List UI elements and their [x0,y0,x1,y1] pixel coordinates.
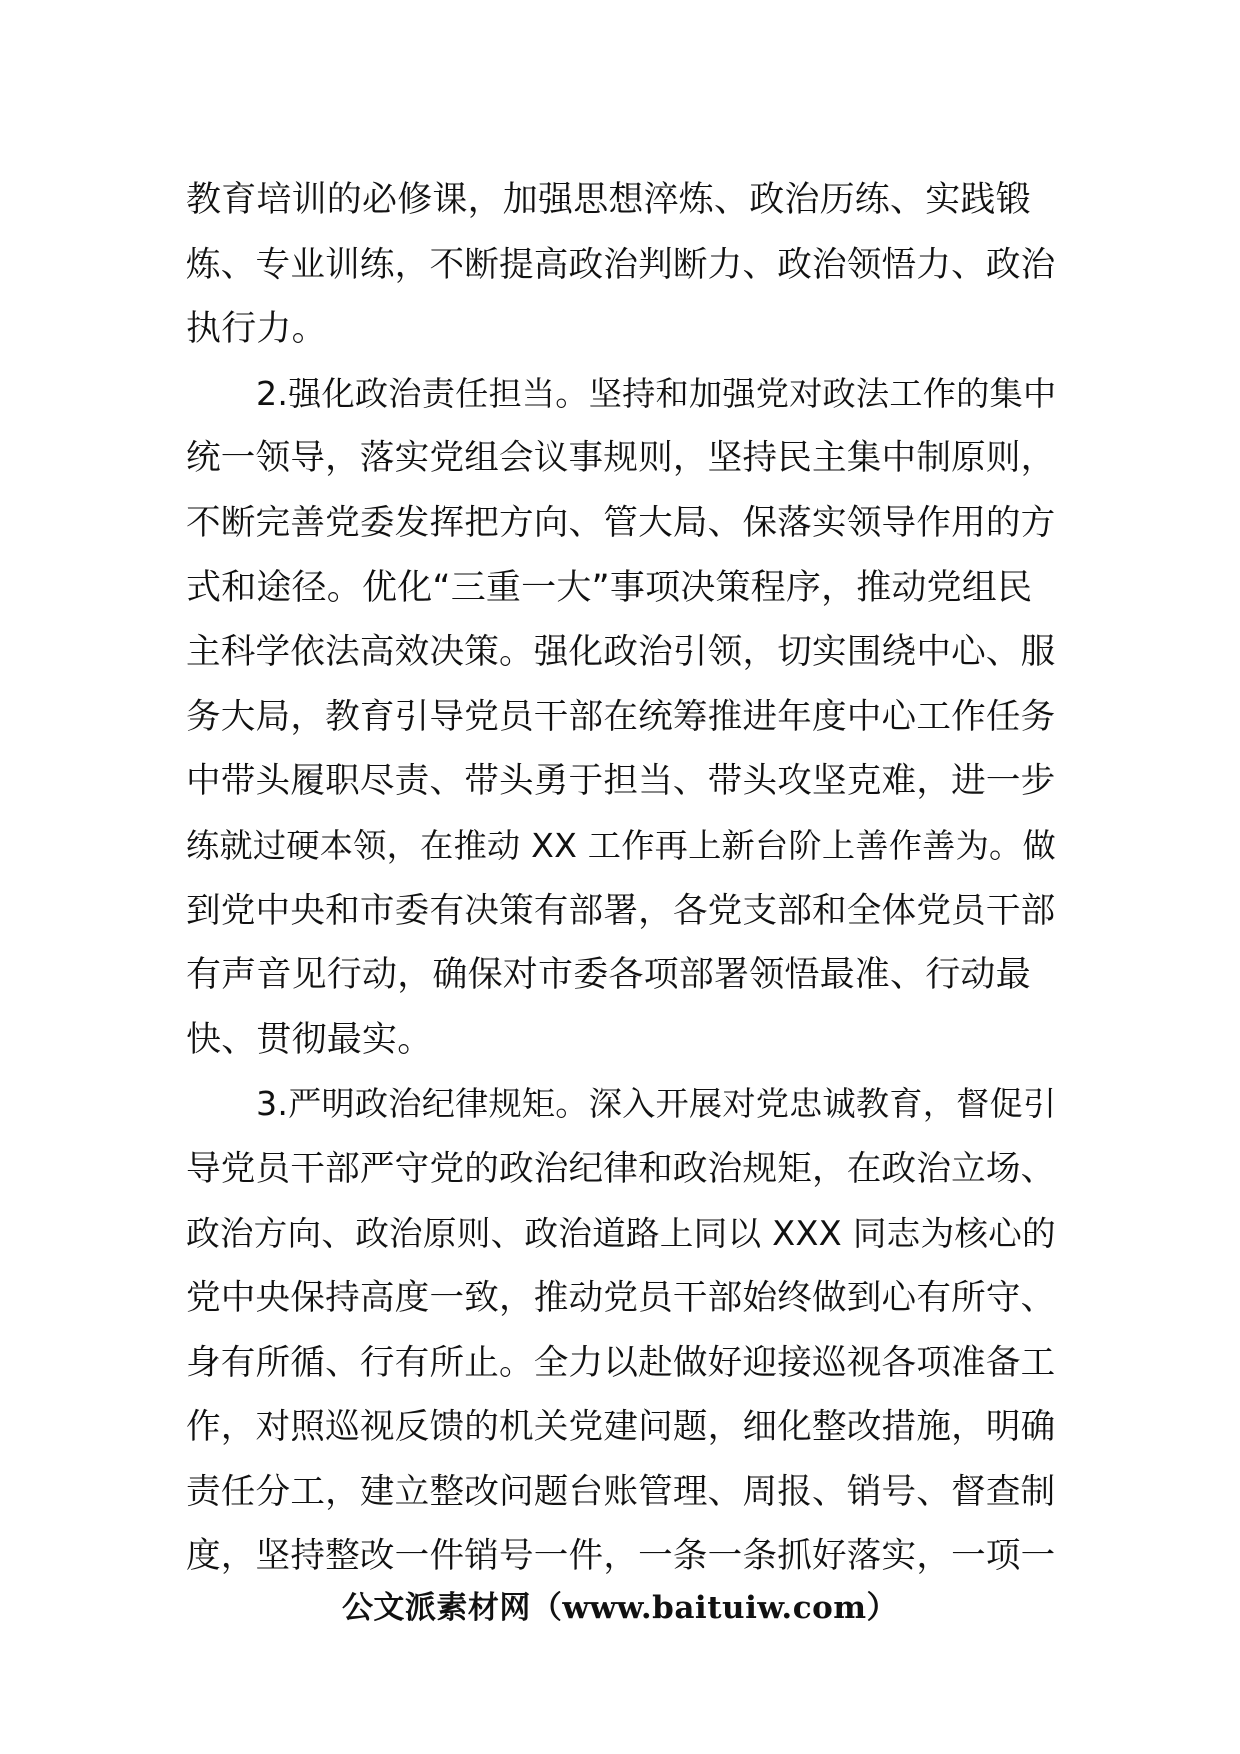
text-line: 式和途径。优化“三重一大”事项决策程序，推动党组民 [186,567,1033,608]
text-line: 党中央保持高度一致，推动党员干部始终做到心有所守、 [186,1278,1056,1319]
text-line: 政治方向、政治原则、政治道路上同以 XXX 同志为核心的 [186,1213,1056,1253]
text-line: 导党员干部严守党的政治纪律和政治规矩，在政治立场、 [186,1148,1056,1189]
text-line: 身有所循、行有所止。全力以赴做好迎接巡视各项准备工 [186,1342,1056,1383]
text-line: 不断完善党委发挥把方向、管大局、保落实领导作用的方 [186,502,1056,543]
text-line: 责任分工，建立整改问题台账管理、周报、销号、督查制 [186,1471,1056,1512]
footer-watermark: 公文派素材网（www.baituiw.com） [341,1590,899,1626]
paragraph-first-line: 2.强化政治责任担当。坚持和加强党对政法工作的集中 [256,373,1057,413]
text-line: 炼、专业训练，不断提高政治判断力、政治领悟力、政治 [186,244,1056,285]
paragraph-first-line: 3.严明政治纪律规矩。深入开展对党忠诚教育，督促引 [256,1084,1057,1124]
text-line: 务大局，教育引导党员干部在统筹推进年度中心工作任务 [186,696,1056,737]
document-body [186,168,1056,1589]
text-line: 统一领导，落实党组会议事规则，坚持民主集中制原则， [186,438,1056,479]
text-line: 度，坚持整改一件销号一件，一条一条抓好落实，一项一 [186,1536,1056,1577]
text-line: 到党中央和市委有决策有部署，各党支部和全体党员干部 [186,890,1056,931]
text-line: 主科学依法高效决策。强化政治引领，切实围绕中心、服 [186,632,1056,673]
text-line: 作，对照巡视反馈的机关党建问题，细化整改措施，明确 [186,1407,1056,1448]
text-line: 执行力。 [186,309,327,350]
text-line: 教育培训的必修课，加强思想淬炼、政治历练、实践锻 [186,180,1031,220]
text-line: 有声音见行动，确保对市委各项部署领悟最准、行动最 [186,955,1031,996]
text-line: 练就过硬本领，在推动 XX 工作再上新台阶上善作善为。做 [186,825,1056,865]
text-line: 中带头履职尽责、带头勇于担当、带头攻坚克难，进一步 [186,761,1056,802]
text-line: 快、贯彻最实。 [186,1019,433,1060]
